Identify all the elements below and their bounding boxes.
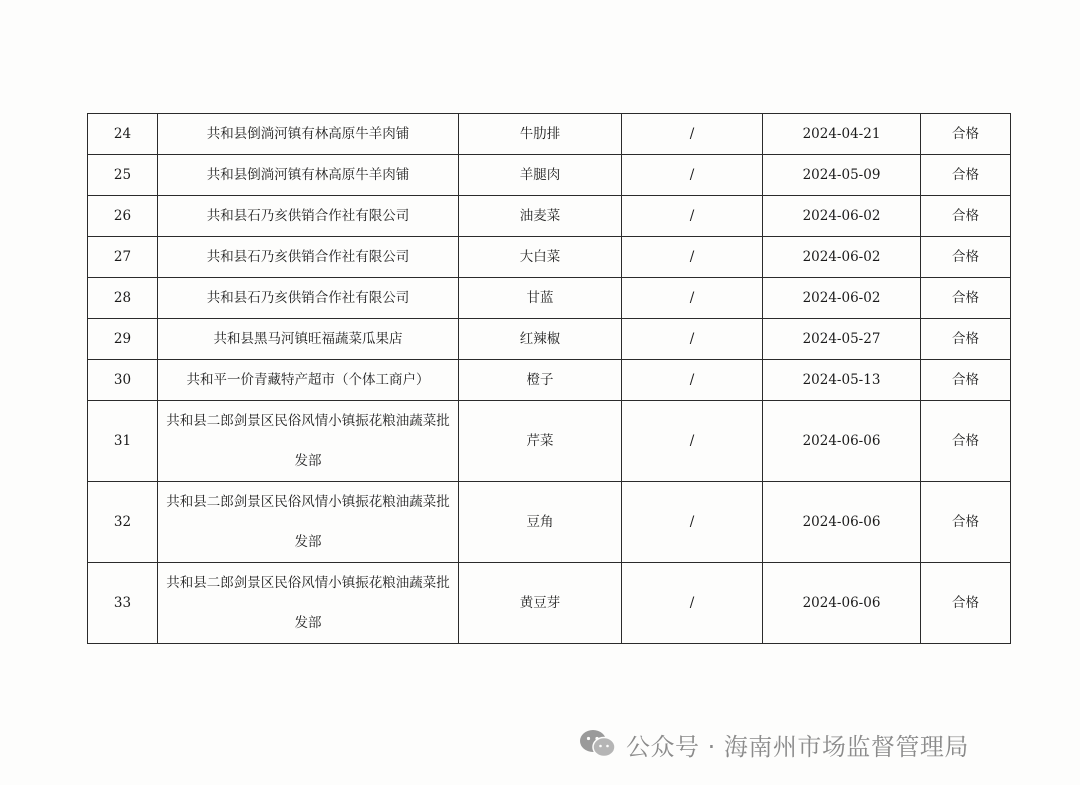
product-name: 羊腿肉: [459, 155, 622, 196]
table-row: [88, 482, 1011, 563]
inspection-result: 合格: [921, 155, 1011, 196]
business-name: 共和县二郎剑景区民俗风情小镇振花粮油蔬菜批发部: [166, 413, 450, 469]
business-name: 共和县石乃亥供销合作社有限公司: [158, 237, 459, 278]
inspection-result: 合格: [921, 237, 1011, 278]
business-name-cell: [158, 401, 459, 482]
row-number: 24: [88, 114, 158, 155]
specification: /: [622, 155, 763, 196]
inspection-result: 合格: [921, 196, 1011, 237]
specification: /: [622, 237, 763, 278]
business-name: 共和平一价青藏特产超市（个体工商户）: [158, 360, 459, 401]
production-date: 2024-06-02: [763, 237, 921, 278]
production-date: 2024-05-09: [763, 155, 921, 196]
watermark-text: 公众号 · 海南州市场监督管理局: [626, 732, 969, 761]
production-date: 2024-05-27: [763, 319, 921, 360]
table-row: [88, 401, 1011, 482]
business-name: 共和县石乃亥供销合作社有限公司: [158, 196, 459, 237]
wechat-account-watermark: [578, 724, 969, 764]
specification: /: [622, 319, 763, 360]
table-row: [88, 237, 1011, 278]
inspection-result: 合格: [921, 401, 1011, 482]
table-row: [88, 196, 1011, 237]
row-number: 25: [88, 155, 158, 196]
product-name: 牛肋排: [459, 114, 622, 155]
production-date: 2024-05-13: [763, 360, 921, 401]
specification: /: [622, 278, 763, 319]
row-number: 32: [88, 482, 158, 563]
table-row: [88, 155, 1011, 196]
table-row: [88, 360, 1011, 401]
product-name: 黄豆芽: [459, 563, 622, 644]
product-name: 红辣椒: [459, 319, 622, 360]
business-name: 共和县二郎剑景区民俗风情小镇振花粮油蔬菜批发部: [166, 575, 450, 631]
product-name: 橙子: [459, 360, 622, 401]
business-name-cell: [158, 482, 459, 563]
business-name: 共和县二郎剑景区民俗风情小镇振花粮油蔬菜批发部: [166, 494, 450, 550]
inspection-result: 合格: [921, 482, 1011, 563]
specification: /: [622, 563, 763, 644]
production-date: 2024-06-02: [763, 278, 921, 319]
production-date: 2024-06-06: [763, 482, 921, 563]
specification: /: [622, 114, 763, 155]
business-name: 共和县黑马河镇旺福蔬菜瓜果店: [158, 319, 459, 360]
production-date: 2024-06-02: [763, 196, 921, 237]
inspection-result: 合格: [921, 563, 1011, 644]
inspection-result: 合格: [921, 360, 1011, 401]
inspection-results-table: [87, 113, 1011, 644]
row-number: 31: [88, 401, 158, 482]
specification: /: [622, 196, 763, 237]
wechat-icon: [578, 728, 618, 760]
business-name: 共和县倒淌河镇有林高原牛羊肉铺: [158, 114, 459, 155]
business-name: 共和县石乃亥供销合作社有限公司: [158, 278, 459, 319]
row-number: 27: [88, 237, 158, 278]
inspection-result: 合格: [921, 278, 1011, 319]
product-name: 油麦菜: [459, 196, 622, 237]
table-row: [88, 278, 1011, 319]
product-name: 芹菜: [459, 401, 622, 482]
table-row: [88, 114, 1011, 155]
production-date: 2024-06-06: [763, 401, 921, 482]
row-number: 29: [88, 319, 158, 360]
specification: /: [622, 401, 763, 482]
row-number: 30: [88, 360, 158, 401]
specification: /: [622, 482, 763, 563]
business-name: 共和县倒淌河镇有林高原牛羊肉铺: [158, 155, 459, 196]
row-number: 28: [88, 278, 158, 319]
table-row: [88, 563, 1011, 644]
row-number: 33: [88, 563, 158, 644]
inspection-result: 合格: [921, 319, 1011, 360]
product-name: 大白菜: [459, 237, 622, 278]
production-date: 2024-06-06: [763, 563, 921, 644]
specification: /: [622, 360, 763, 401]
production-date: 2024-04-21: [763, 114, 921, 155]
inspection-result: 合格: [921, 114, 1011, 155]
business-name-cell: [158, 563, 459, 644]
table-row: [88, 319, 1011, 360]
product-name: 甘蓝: [459, 278, 622, 319]
row-number: 26: [88, 196, 158, 237]
product-name: 豆角: [459, 482, 622, 563]
